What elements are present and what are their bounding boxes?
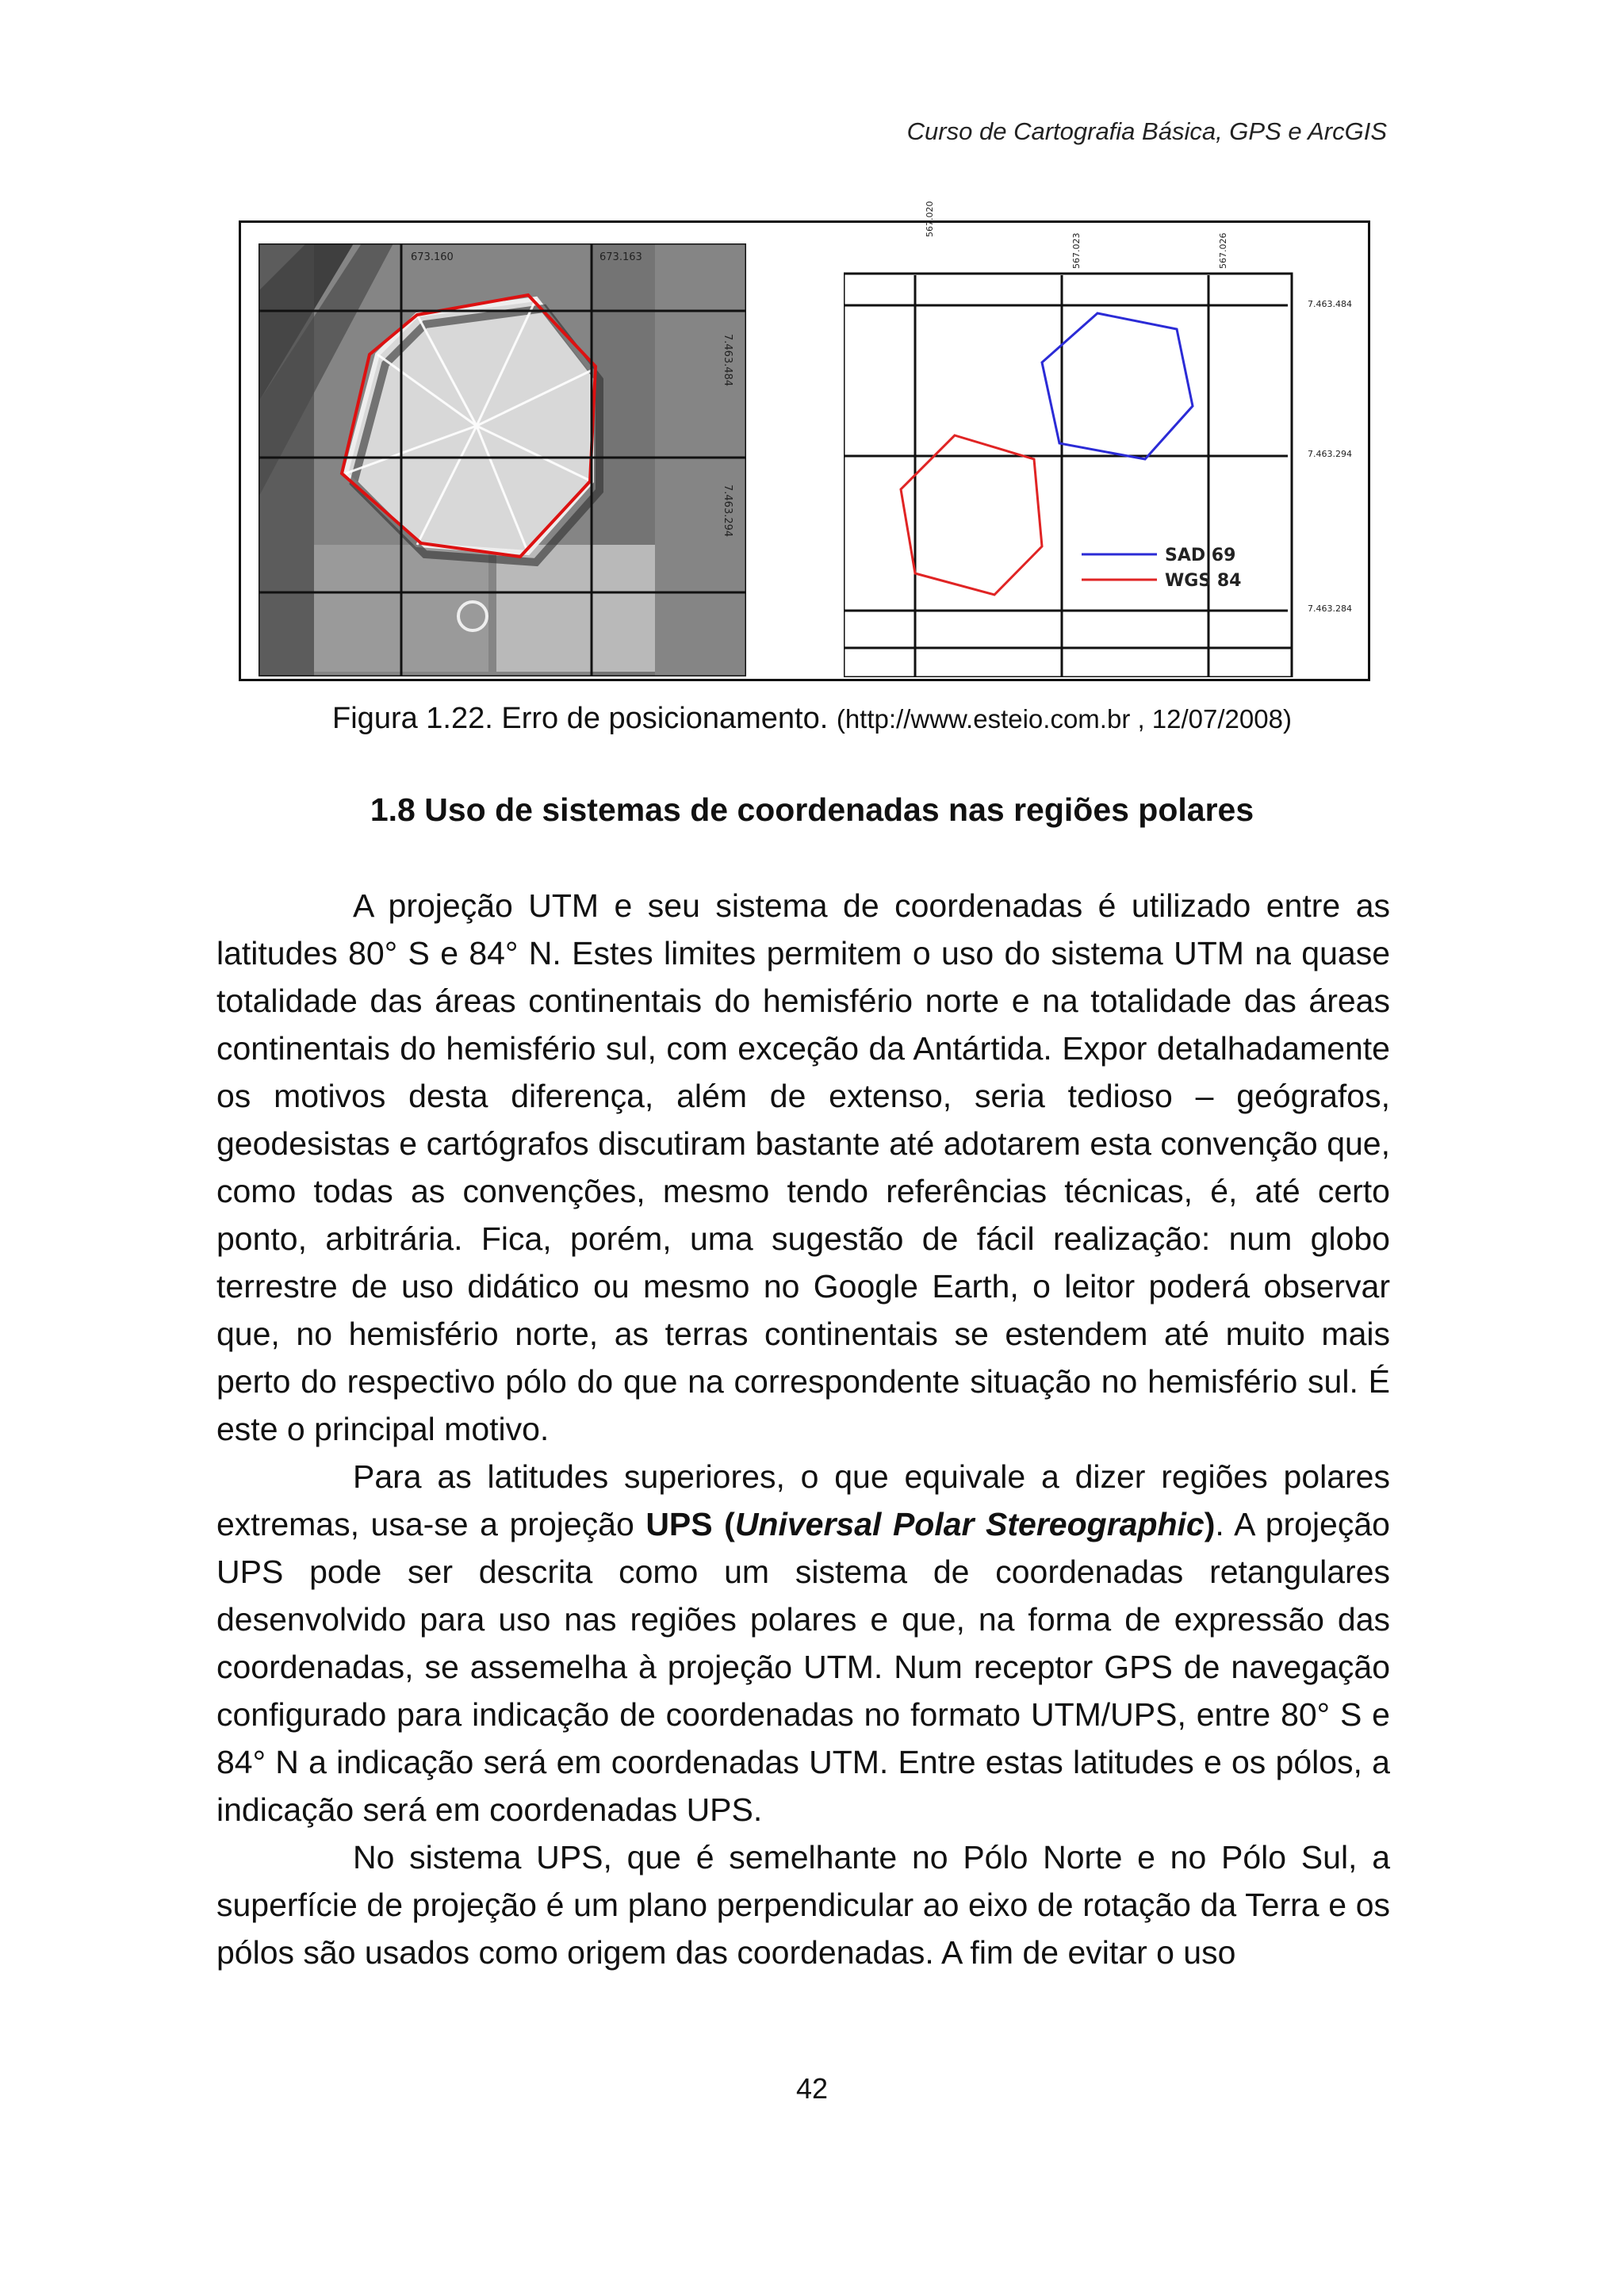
aerial-photo [259, 243, 746, 676]
sad69-polygon [1042, 313, 1193, 459]
body-text [216, 882, 1390, 1976]
photo-label-top-right: 673.163 [599, 251, 642, 263]
figure-1-22 [239, 201, 1370, 681]
paragraph-2-end: . A projeção UPS pode ser descrita como um sistema de coordenadas retangulares desenvolvido para uso nas regiões polares e que, na forma de expressão das coordenadas, se assemelha à projeção UTM. Num receptor GPS de navegação configurado para indicação de coordenadas no formato UTM/UPS, entre 80° S e 84° N a indicação será em coordenadas UTM. Entre estas latitudes e os pólos, a indicação será em coordenadas UPS. [216, 1506, 1390, 1828]
ups-term: UPS ( [645, 1506, 735, 1542]
paragraph-2 [216, 1453, 1390, 1833]
page-number: 42 [795, 2072, 829, 2105]
coordinate-plot [844, 228, 1363, 677]
paragraph-1: A projeção UTM e seu sistema de coordenadas é utilizado entre as latitudes 80° S e 84° N. Estes limites permitem o uso do sistema UTM na quase totalidade das áreas continentais do hemisfério norte e na totalidade das áreas continentais do hemisfério sul, com exceção da Antártida. Expor detalhadamente os motivos desta diferença, além de extenso, seria tedioso – geógrafos, geodesistas e cartógrafos discutiram bastante até adotarem esta convenção que, como todas as convenções, mesmo tendo referências técnicas, é, até certo ponto, arbitrária. Fica, porém, uma sugestão de fácil realização: num globo terrestre de uso didático ou mesmo no Google Earth, o leitor poderá observar que, no hemisfério norte, as terras continentais se estendem até muito mais perto do respectivo pólo do que na correspondente situação no hemisfério sul. É este o principal motivo. [216, 887, 1390, 1447]
caption-source: (http://www.esteio.com.br , 12/07/2008) [836, 704, 1292, 734]
ups-full-name: Universal Polar Stereographic [734, 1506, 1205, 1542]
coordinate-plot-drawing [844, 228, 1363, 677]
photo-label-side-lower: 7.463.294 [722, 485, 733, 538]
plot-label-top-1: 567.020 [925, 201, 935, 237]
aerial-photo-drawing [259, 243, 746, 676]
paragraph-2-start: Para as latitudes superiores, o que equivale a dizer regiões polares extremas, usa-se a projeção [216, 1458, 1390, 1542]
photo-label-side-upper: 7.463.484 [722, 334, 733, 387]
legend-wgs84-label: WGS 84 [1165, 571, 1242, 591]
plot-label-top-2: 567.023 [1071, 232, 1082, 269]
running-header: Curso de Cartografia Básica, GPS e ArcGIS [906, 117, 1387, 145]
ups-close: ) [1204, 1506, 1216, 1542]
plot-label-right-1: 7.463.484 [1308, 299, 1352, 309]
plot-label-top-3: 567.026 [1218, 232, 1228, 269]
section-title: 1.8 Uso de sistemas de coordenadas nas regiões polares [370, 791, 1254, 828]
paragraph-3: No sistema UPS, que é semelhante no Pólo Norte e no Pólo Sul, a superfície de projeção é um plano perpendicular ao eixo de rotação da Terra e os pólos são usados como origem das coordenadas. A fim de evitar o uso [216, 1839, 1390, 1971]
plot-label-right-2: 7.463.294 [1308, 449, 1352, 459]
figure-caption [0, 702, 1624, 736]
photo-label-top-left: 673.160 [411, 251, 454, 263]
caption-main: Figura 1.22. Erro de posicionamento. [332, 702, 829, 735]
plot-label-right-3: 7.463.284 [1308, 603, 1352, 614]
wgs84-polygon [901, 435, 1042, 595]
legend-sad69-label: SAD 69 [1165, 546, 1236, 565]
